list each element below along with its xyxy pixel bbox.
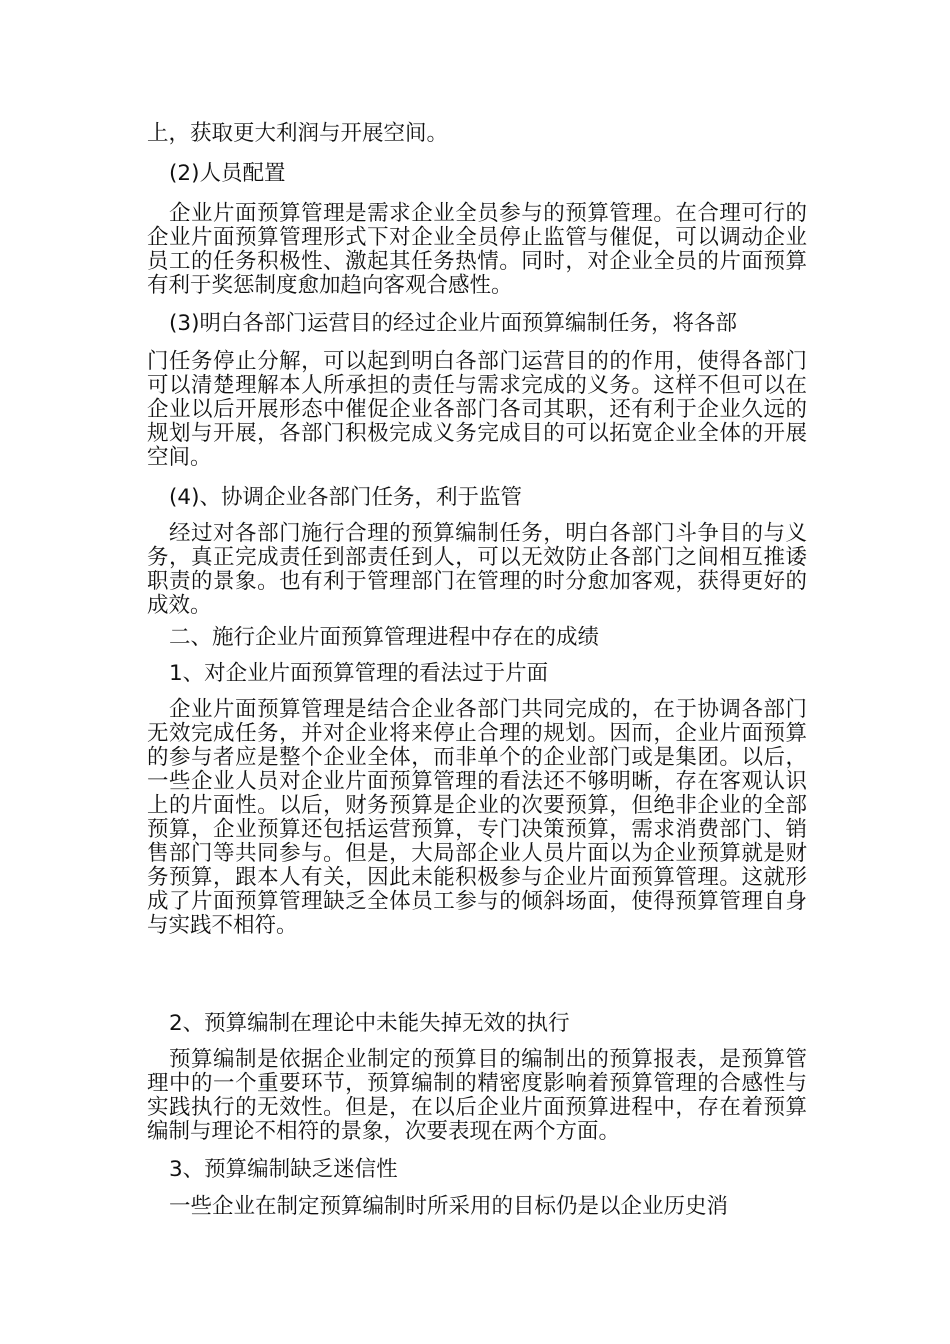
heading-coordination: (4)、协调企业各部门任务，利于监管: [169, 485, 522, 510]
paragraph-continuation: 上，获取更大利润与开展空间。: [147, 121, 449, 146]
paragraph-execution: 预算编制是依据企业制定的预算目的编制出的预算报表，是预算管理中的一个重要环节，预算编制的精密度影响着预算管理的合感性与实践执行的无效性。但是，在以后企业片面预算进程中，存在着预算编制与理论不相符的景象，次要表现在两个方面。: [147, 1047, 807, 1144]
heading-execution: 2、预算编制在理论中未能失掉无效的执行: [169, 1011, 570, 1036]
paragraph-scientific: 一些企业在制定预算编制时所采用的目标仍是以企业历史消: [169, 1194, 729, 1219]
paragraph-coordination: 经过对各部门施行合理的预算编制任务，明白各部门斗争目的与义务，真正完成责任到部责任到人，可以无效防止各部门之间相互推诿职责的景象。也有利于管理部门在管理的时分愈加客观，获得更好的成效。: [147, 521, 807, 618]
section-heading-problems: 二、施行企业片面预算管理进程中存在的成绩: [169, 625, 600, 650]
paragraph-one-sided-view: 企业片面预算管理是结合企业各部门共同完成的，在于协调各部门无效完成任务，并对企业将来停止合理的规划。因而，企业片面预算的参与者应是整个企业全体，而非单个的企业部门或是集团。以后，一些企业人员对企业片面预算管理的看法还不够明晰，存在客观认识上的片面性。以后，财务预算是企业的次要预算，但绝非企业的全部预算，企业预算还包括运营预算，专门决策预算，需求消费部门、销售部门等共同参与。但是，大局部企业人员片面以为企业预算就是财务预算，跟本人有关，因此未能积极参与企业片面预算管理。这就形成了片面预算管理缺乏全体员工参与的倾斜场面，使得预算管理自身与实践不相符。: [147, 697, 807, 938]
paragraph-staffing: 企业片面预算管理是需求企业全员参与的预算管理。在合理可行的企业片面预算管理形式下对企业全员停止监管与催促，可以调动企业员工的任务积极性、激起其任务热情。同时，对企业全员的片面预算有利于奖惩制度愈加趋向客观合感性。: [147, 201, 807, 298]
heading-scientific: 3、预算编制缺乏迷信性: [169, 1157, 398, 1182]
heading-clarify-goals: (3)明白各部门运营目的经过企业片面预算编制任务，将各部: [169, 311, 737, 336]
paragraph-clarify-goals: 门任务停止分解，可以起到明白各部门运营目的的作用，使得各部门可以清楚理解本人所承担的责任与需求完成的义务。这样不但可以在企业以后开展形态中催促企业各部门各司其职，还有利于企业久远的规划与开展，各部门积极完成义务完成目的可以拓宽企业全体的开展空间。: [147, 349, 807, 470]
heading-one-sided-view: 1、对企业片面预算管理的看法过于片面: [169, 661, 549, 686]
heading-staffing: (2)人员配置: [169, 161, 286, 186]
